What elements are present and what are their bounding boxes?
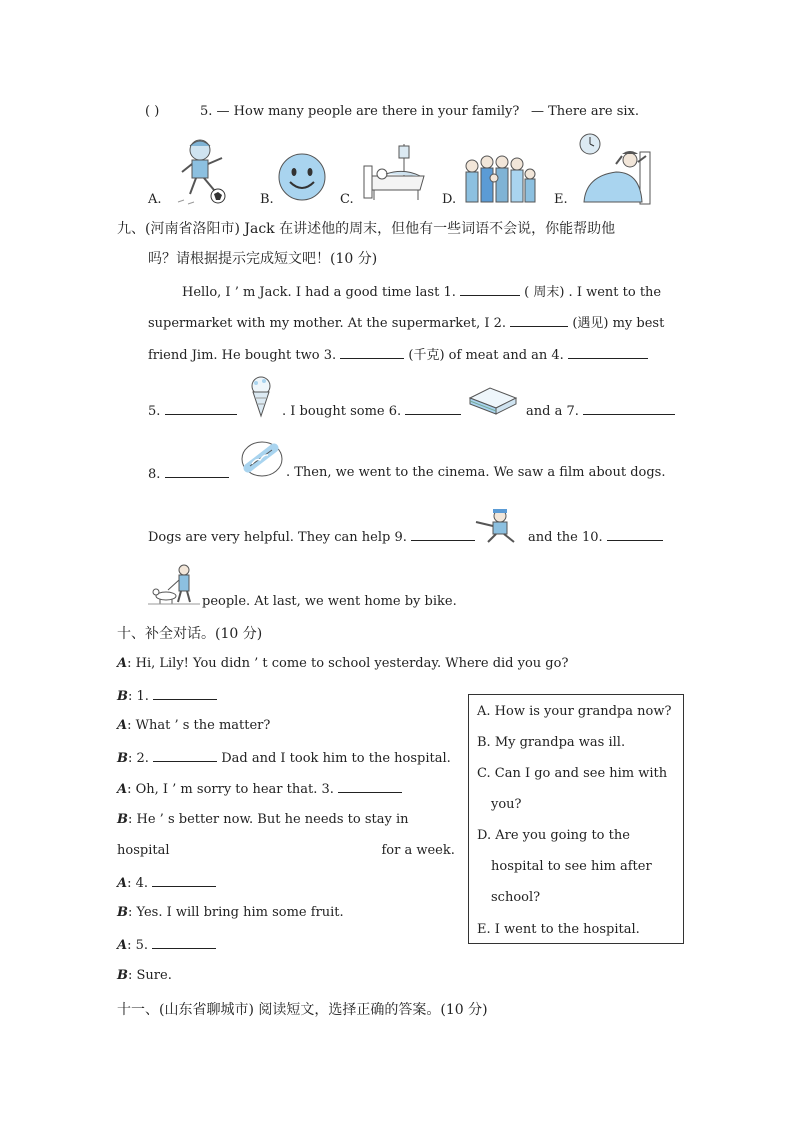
dialogue-line: A: 4. <box>117 874 216 891</box>
dialogue-line: A: Hi, Lily! You didn ’ t come to school yesterday. Where did you go? <box>117 656 569 671</box>
family-group-icon <box>462 154 542 206</box>
passage-line-3: friend Jim. He bought two 3. (千克) of meat and an 4. <box>148 344 648 363</box>
dialogue-line: B: Sure. <box>117 968 172 983</box>
answer-bracket[interactable]: ( ) <box>145 104 160 119</box>
blank-8[interactable] <box>165 465 229 478</box>
section-10-title: 十、补全对话。(10 分) <box>117 626 263 642</box>
blank-9[interactable] <box>411 528 475 541</box>
blind-person-with-dog-icon <box>148 562 200 606</box>
passage-line-2: supermarket with my mother. At the supermarket, I 2. (遇见) my best <box>148 316 665 331</box>
ice-cream-icon <box>246 374 276 418</box>
passage-line-1: Hello, I ’ m Jack. I had a good time last 1. ( 周末) . I went to the <box>182 285 662 300</box>
passage-line-4c: and a 7. <box>526 402 675 419</box>
dialogue-blank-3[interactable] <box>338 780 402 793</box>
dialogue-line: hospital for a week. <box>117 843 455 858</box>
blank-2[interactable] <box>510 314 568 327</box>
blank-6[interactable] <box>405 402 461 415</box>
dialogue-blank-2[interactable] <box>153 749 217 762</box>
dialogue-line: B: 2. Dad and I took him to the hospital. <box>117 751 451 766</box>
section-11-title: 十一、(山东省聊城市) 阅读短文，选择正确的答案。(10 分) <box>117 1002 488 1018</box>
dialogue-line: B: 1. <box>117 687 217 704</box>
option-c-cont: you? <box>491 797 522 812</box>
hot-dog-icon <box>240 438 284 480</box>
dialogue-line: A: What ’ s the matter? <box>117 718 271 733</box>
option-b-label[interactable]: B. <box>260 192 274 207</box>
smiley-face-icon <box>277 152 327 202</box>
question-5-answer: — There are six. <box>531 104 639 119</box>
dialogue-line: A: 5. <box>117 936 216 953</box>
passage-line-6: Dogs are very helpful. They can help 9. <box>148 528 475 545</box>
passage-line-4b: . I bought some 6. <box>282 402 461 419</box>
blank-5[interactable] <box>165 402 237 415</box>
hospital-bed-icon <box>360 140 428 204</box>
section-9-title: 九、(河南省洛阳市) Jack 在讲述他的周末，但他有一些词语不会说，你能帮助他 <box>117 221 616 237</box>
option-d-cont: hospital to see him after <box>491 859 652 874</box>
sick-girl-in-bed-icon <box>576 132 654 208</box>
passage-line-7: people. At last, we went home by bike. <box>202 594 457 609</box>
passage-line-5: 8. <box>148 465 229 482</box>
option-a-label[interactable]: A. <box>148 192 162 207</box>
section-9-title-cont: 吗？请根据提示完成短文吧！(10 分) <box>148 251 378 267</box>
dialogue-line: B: He ’ s better now. But he needs to stay in <box>117 812 409 827</box>
blank-7[interactable] <box>583 402 675 415</box>
blank-10[interactable] <box>607 528 663 541</box>
police-officer-icon <box>470 508 524 544</box>
dialogue-line: A: Oh, I ’ m sorry to hear that. 3. <box>117 780 402 797</box>
option-d-cont2: school? <box>491 890 541 905</box>
option-c: C. Can I go and see him with <box>477 766 668 781</box>
options-box <box>468 694 684 944</box>
blank-4[interactable] <box>568 346 648 359</box>
option-c-label[interactable]: C. <box>340 192 354 207</box>
option-d-label[interactable]: D. <box>442 192 457 207</box>
blank-3[interactable] <box>340 346 404 359</box>
passage-line-4: 5. <box>148 402 237 419</box>
option-b: B. My grandpa was ill. <box>477 735 626 750</box>
sandwich-icon <box>466 384 520 418</box>
option-d: D. Are you going to the <box>477 828 630 843</box>
question-5-text: 5. — How many people are there in your family? <box>200 104 520 119</box>
passage-line-5b: . Then, we went to the cinema. We saw a film about dogs. <box>286 465 666 480</box>
dialogue-line: B: Yes. I will bring him some fruit. <box>117 905 344 920</box>
dialogue-blank-4[interactable] <box>152 874 216 887</box>
boy-playing-football-icon <box>170 132 230 207</box>
option-a: A. How is your grandpa now? <box>477 704 672 719</box>
option-e-label[interactable]: E. <box>554 192 568 207</box>
passage-line-6b: and the 10. <box>528 528 663 545</box>
option-e: E. I went to the hospital. <box>477 922 640 937</box>
dialogue-blank-5[interactable] <box>152 936 216 949</box>
blank-1[interactable] <box>460 283 520 296</box>
dialogue-blank-1[interactable] <box>153 687 217 700</box>
